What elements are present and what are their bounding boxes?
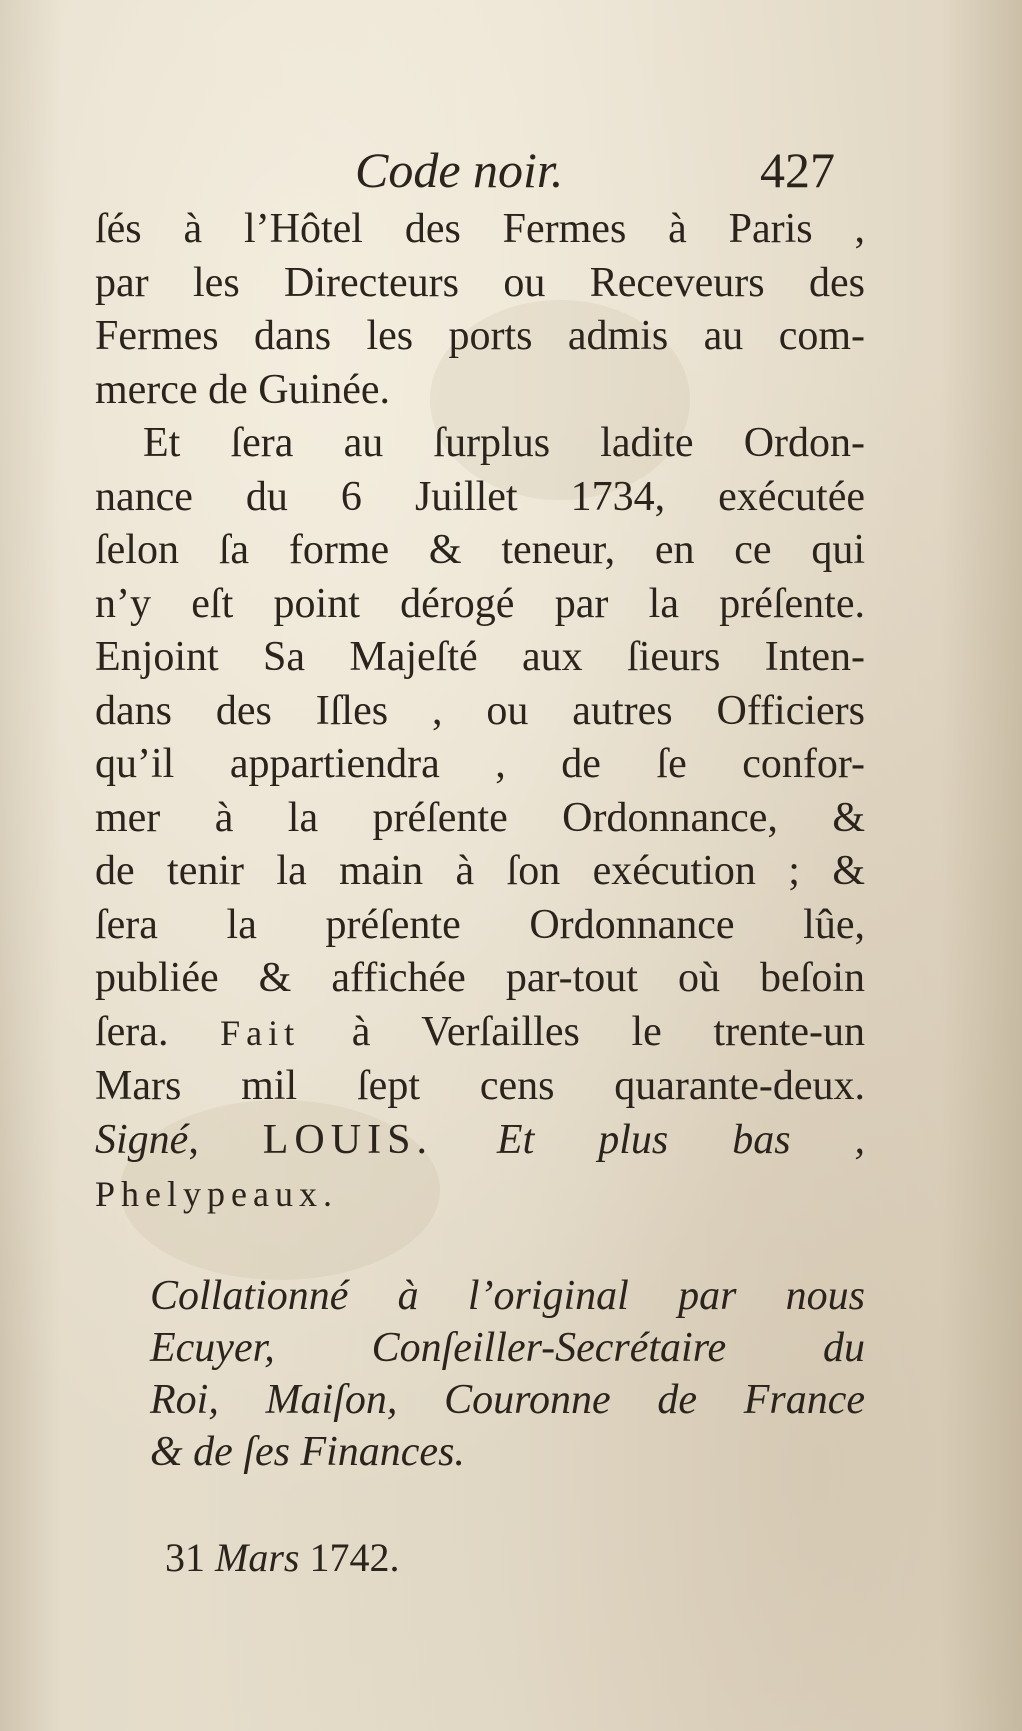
date-line [165,1532,399,1584]
ordinance-text [95,203,865,1222]
text-segment: ſera. [95,1008,169,1055]
text-line: Mars mil ſept cens quarante-deux. [95,1063,865,1109]
text-line: ſelon ſa forme & teneur, en ce qui [95,527,865,573]
text-line: de tenir la main à ſon exécution ; & [95,848,865,894]
text-line: merce de Guinée. [95,366,391,413]
page-number: 427 [760,142,835,198]
attestation-line: & de ſes Finances. [150,1429,465,1475]
page-header [0,140,1022,200]
text-line: mer à la préſente Ordonnance, & [95,794,865,841]
attestation-block [150,1270,865,1478]
text-segment: à Verſailles le trente-un [351,1008,865,1055]
king-name: LOUIS. [262,1116,433,1163]
text-line: par les Directeurs ou Receveurs des [95,259,865,306]
running-title: Code noir. [355,142,564,198]
signe-label: Signé [95,1116,189,1163]
text-line: nance du 6 Juillet 1734, exécutée [95,473,865,520]
attestation-line: Ecuyer, Conſeiller-Secrétaire du [150,1325,865,1371]
text-line [95,1006,865,1061]
date-day: 31 [165,1535,205,1580]
attestation-line: Roi, Maiſon, Couronne de France [150,1377,865,1423]
text-line: Fermes dans les ports admis au com- [95,313,865,359]
secretary-line [95,1167,865,1222]
text-line: ſés à l’Hôtel des Fermes à Paris , [95,206,865,252]
text-line: Enjoint Sa Majeſté aux ſieurs Inten- [95,634,865,680]
date-month: Mars [215,1535,300,1580]
text-line: n’y eſt point dérogé par la préſente. [95,580,865,627]
text-line: Et ſera au ſurplus ladite Ordon- [143,420,865,466]
fait-smallcaps: Fait [220,1012,301,1053]
attestation-line: Collationné à l’original par nous [150,1273,865,1319]
date-year: 1742. [309,1535,400,1580]
text-line: ſera la préſente Ordonnance lûe, [95,901,865,948]
signature-line: Signé, LOUIS. Et plus bas , [95,1116,866,1163]
text-line: qu’il appartiendra , de ſe confor- [95,741,865,787]
text-line: publiée & affichée par-tout où beſoin [95,955,865,1001]
text-line: dans des Iſles , ou autres Officiers [95,687,865,734]
secretary-name: Phelypeaux. [95,1174,338,1214]
plus-bas-label: Et plus bas , [496,1116,866,1163]
